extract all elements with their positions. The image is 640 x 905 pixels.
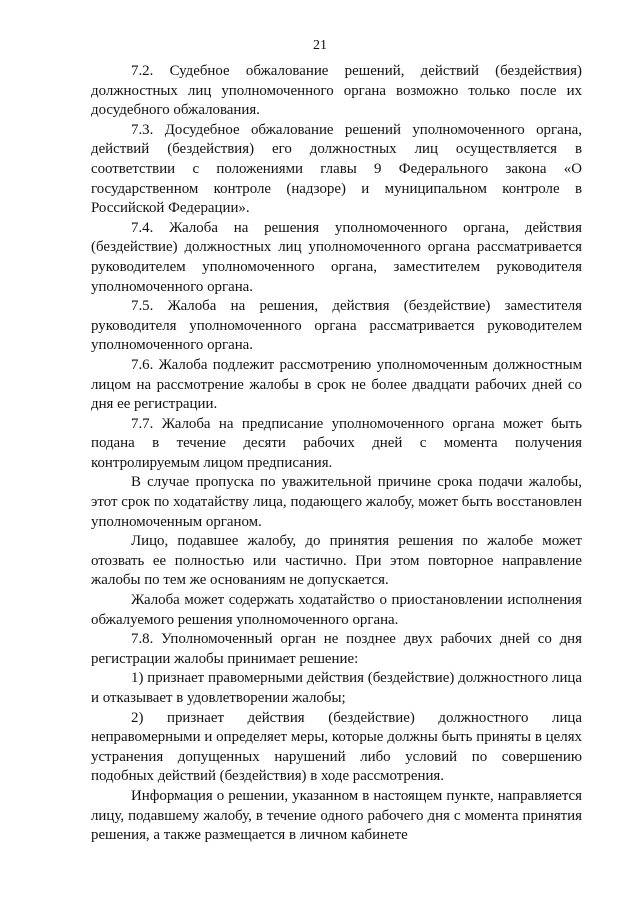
paragraph-7-8: 7.8. Уполномоченный орган не позднее двух рабочих дней со дня регистрации жалобы принимает решение: (91, 631, 582, 667)
paragraph-withdrawal: Лицо, подавшее жалобу, до принятия решения по жалобе может отозвать ее полностью или частично. При этом повторное направление жалобы по тем же основаниям не допускается. (91, 533, 582, 589)
paragraph-7-6: 7.6. Жалоба подлежит рассмотрению уполномоченным должностным лицом на рассмотрение жалобы в срок не более двадцати рабочих дней со дня ее регистрации. (91, 356, 582, 413)
paragraph-suspension-request: Жалоба может содержать ходатайство о приостановлении исполнения обжалуемого решения уполномоченного органа. (91, 592, 582, 628)
paragraph-7-7: 7.7. Жалоба на предписание уполномоченного органа может быть подана в течение десяти рабочих дней с момента получения контролируемым лицом предписания. (91, 415, 582, 471)
paragraph-deadline-restore: В случае пропуска по уважительной причине срока подачи жалобы, этот срок по ходатайству лица, подающего жалобу, может быть восстановлен уполномоченным органом. (91, 474, 582, 530)
paragraph-7-5: 7.5. Жалоба на решения, действия (бездействие) заместителя руководителя уполномоченного органа рассматривается руководителем уполномоченного органа. (91, 298, 582, 354)
paragraph-decision-2: 2) признает действия (бездействие) должностного лица неправомерными и определяет меры, которые должны быть приняты в целях устранения допущенных нарушений либо условий по совершению подобных действий (бездействия) в ходе рассмотрения. (91, 709, 582, 785)
paragraph-information: Информация о решении, указанном в настоящем пункте, направляется лицу, подавшему жалобу, в течение одного рабочего дня с момента принятия решения, а также размещается в личном кабинете (91, 787, 582, 844)
paragraph-7-2: 7.2. Судебное обжалование решений, действий (бездействия) должностных лиц уполномоченного органа возможно только после их досудебного обжалования. (91, 63, 582, 119)
paragraph-7-4: 7.4. Жалоба на решения уполномоченного органа, действия (бездействие) должностных лиц уполномоченного органа рассматривается руководителем уполномоченного органа, заместителем руководителя уполномоченного органа. (91, 219, 582, 295)
document-body (91, 62, 582, 846)
page-number: 21 (313, 38, 327, 53)
paragraph-decision-1: 1) признает правомерными действия (бездействие) должностного лица и отказывает в удовлетворении жалобы; (91, 670, 582, 706)
paragraph-7-3: 7.3. Досудебное обжалование решений уполномоченного органа, действий (бездействия) его должностных лиц осуществляется в соответствии с положениями главы 9 Федерального закона «О государственном контроле (надзоре) и муниципальном контроле в Российской Федерации». (91, 121, 582, 217)
